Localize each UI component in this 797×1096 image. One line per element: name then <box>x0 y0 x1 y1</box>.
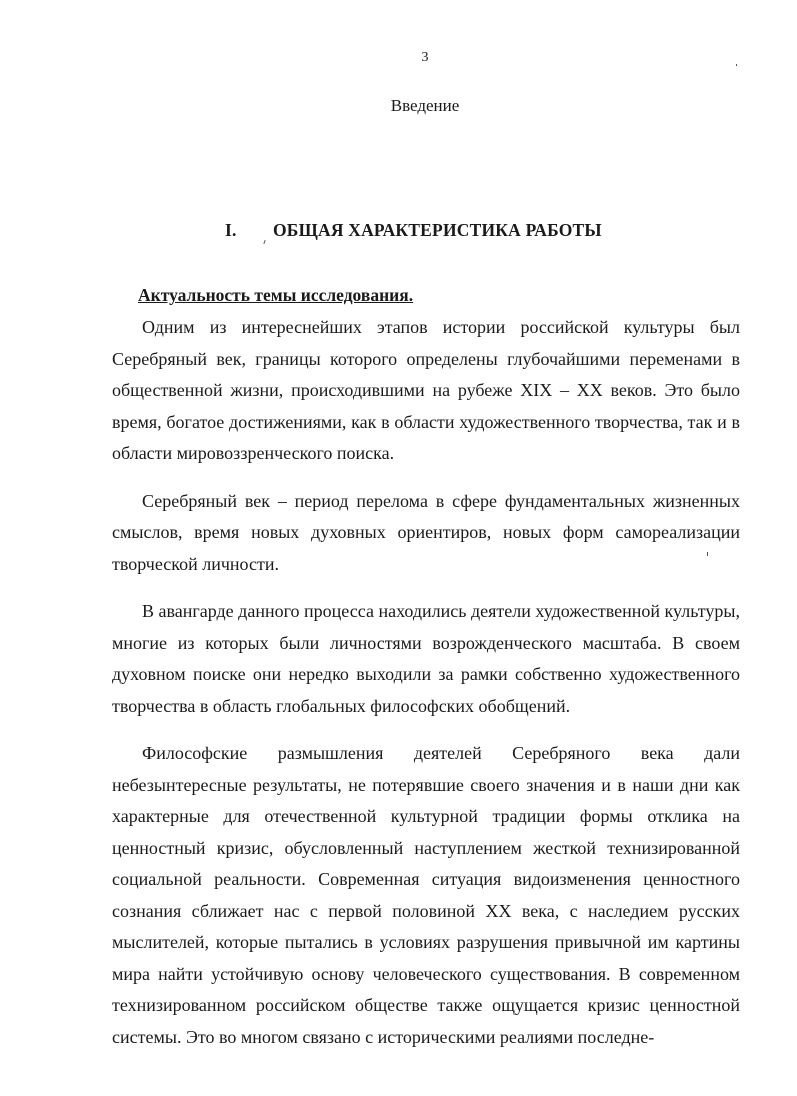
paragraph: Серебряный век – период перелома в сфере фундаментальных жизненных смыслов, время новых духовных ориентиров, новых форм самореализации творческой личности. <box>112 490 740 574</box>
intro-heading: Введение <box>390 96 460 115</box>
body-text <box>112 312 740 1069</box>
section-title <box>225 220 602 241</box>
subheading-relevance: Актуальность темы исследования. <box>138 285 414 305</box>
page-number: 3 <box>421 50 429 65</box>
paragraph: В авангарде данного процесса находились деятели художественной культуры, многие из которых были личностями возрожденческого масштаба. В своем духовном поиске они нередко выходили за рамки собственно художественного творчества в область глобальных философских обобщений. <box>112 601 740 716</box>
section-numeral: I. <box>225 220 237 240</box>
scan-speck <box>736 64 737 66</box>
section-title-text: ОБЩАЯ ХАРАКТЕРИСТИКА РАБОТЫ <box>273 220 602 240</box>
paragraph: Философские размышления деятелей Серебряного века дали небезынтересные результаты, не потерявшие своего значения и в наши дни как характерные для отечественной культурной традиции формы отклика на ценностный кризис, обусловленный наступлением жесткой технизированной социальной реальности. Современная ситуация видоизменения ценностного сознания сближает нас с первой половиной XX века, с наследием русских мыслителей, которые пытались в условиях разрушения привычной им картины мира найти устойчивую основу человеческого существования. В современном технизированном российском обществе также ощущается кризис ценностной системы. Это во многом связано с историческими реалиями последне- <box>112 743 740 1047</box>
scan-speck <box>263 240 265 244</box>
scan-speck <box>707 552 708 556</box>
paragraph: Одним из интереснейших этапов истории российской культуры был Серебряный век, границы которого определены глубочайшими переменами в общественной жизни, происходившими на рубеже XIX – XX веков. Это было время, богатое достижениями, как в области художественного творчества, так и в области мировоззренческого поиска. <box>112 317 740 463</box>
